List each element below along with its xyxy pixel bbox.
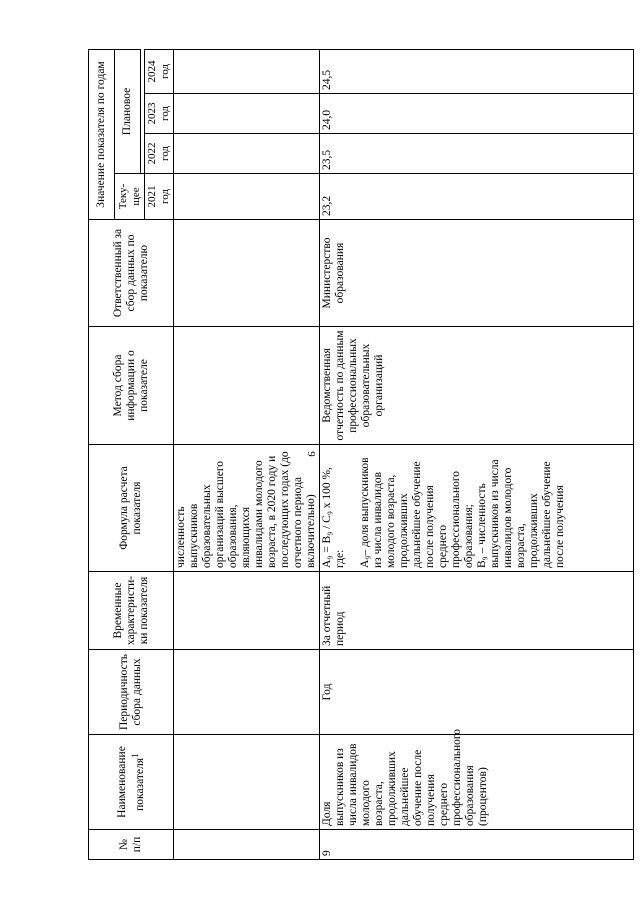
cell-method: Ведомственная отчетность по данным профессиональных образовательных организаций bbox=[320, 327, 634, 445]
table-row bbox=[174, 49, 320, 859]
header-2021: 2021 год bbox=[145, 174, 174, 220]
header-responsible: Ответственный за сбор данных по показателю bbox=[89, 220, 174, 327]
page-number: 9 bbox=[304, 451, 317, 457]
cell-formula bbox=[320, 445, 634, 572]
cell-empty bbox=[174, 134, 320, 174]
header-name-text: Наименование показателя bbox=[115, 746, 146, 818]
rotated-page bbox=[88, 50, 628, 860]
cell-formula-continued: численность выпускников образовательных организаций высшего образования, являющихся инвалидами молодого возраста, в 2020 году и последующих годах (до отчетного периода включительно) bbox=[174, 445, 320, 572]
formula-line: где: bbox=[334, 549, 346, 568]
cell-time: За отчетный период bbox=[320, 572, 634, 650]
cell-empty bbox=[174, 94, 320, 134]
header-method: Метод сбора информации о показателе bbox=[89, 327, 174, 445]
formula-line: A₉– доля выпускников из числа инвалидов молодого возраста, продолживших дальнейшее обучение после получения среднего профессионального образования; bbox=[359, 457, 475, 568]
cell-num: 9 bbox=[320, 830, 634, 860]
cell-responsible: Министерство образования bbox=[320, 220, 634, 327]
header-2023: 2023 год bbox=[145, 94, 174, 134]
header-2022: 2022 год bbox=[145, 134, 174, 174]
header-name-footnote: 1 bbox=[129, 753, 141, 758]
header-planned: Плановое bbox=[115, 49, 141, 173]
cell-empty bbox=[174, 830, 320, 860]
header-time: Временные характеристи-ки показателя bbox=[89, 572, 174, 650]
header-formula: Формула расчета показателя bbox=[89, 445, 174, 572]
cell-name: Доля выпускников из числа инвалидов молодого возраста, продолживших дальнейшее обучение после получения среднего профессионального образования (процентов) bbox=[320, 735, 634, 830]
formula-line: A₉ = B₉ / C₉ x 100 %, bbox=[321, 467, 333, 568]
cell-empty bbox=[174, 327, 320, 445]
cell-empty bbox=[174, 174, 320, 220]
header-name bbox=[89, 735, 174, 830]
header-period: Периодичность сбора данных bbox=[89, 650, 174, 735]
cell-period: Год bbox=[320, 650, 634, 735]
cell-empty bbox=[174, 650, 320, 735]
cell-empty bbox=[174, 220, 320, 327]
header-2024: 2024 год bbox=[145, 49, 174, 93]
cell-empty bbox=[174, 572, 320, 650]
formula-line: B₉ – численность выпускников из числа инвалидов молодого возраста, продолживших дальнейшее обучение после получения bbox=[476, 459, 566, 568]
indicator-table bbox=[88, 49, 634, 860]
cell-2021: 23,2 bbox=[320, 174, 634, 220]
header-values: Значение показателя по годам bbox=[89, 49, 115, 219]
cell-2023: 24,0 bbox=[320, 94, 634, 134]
cell-empty bbox=[174, 49, 320, 93]
cell-2022: 23,5 bbox=[320, 134, 634, 174]
table-row bbox=[320, 49, 634, 859]
cell-empty bbox=[174, 735, 320, 830]
cell-2024: 24,5 bbox=[320, 49, 634, 93]
header-current: Теку-щее bbox=[115, 174, 145, 220]
header-num: № п/п bbox=[89, 830, 174, 860]
